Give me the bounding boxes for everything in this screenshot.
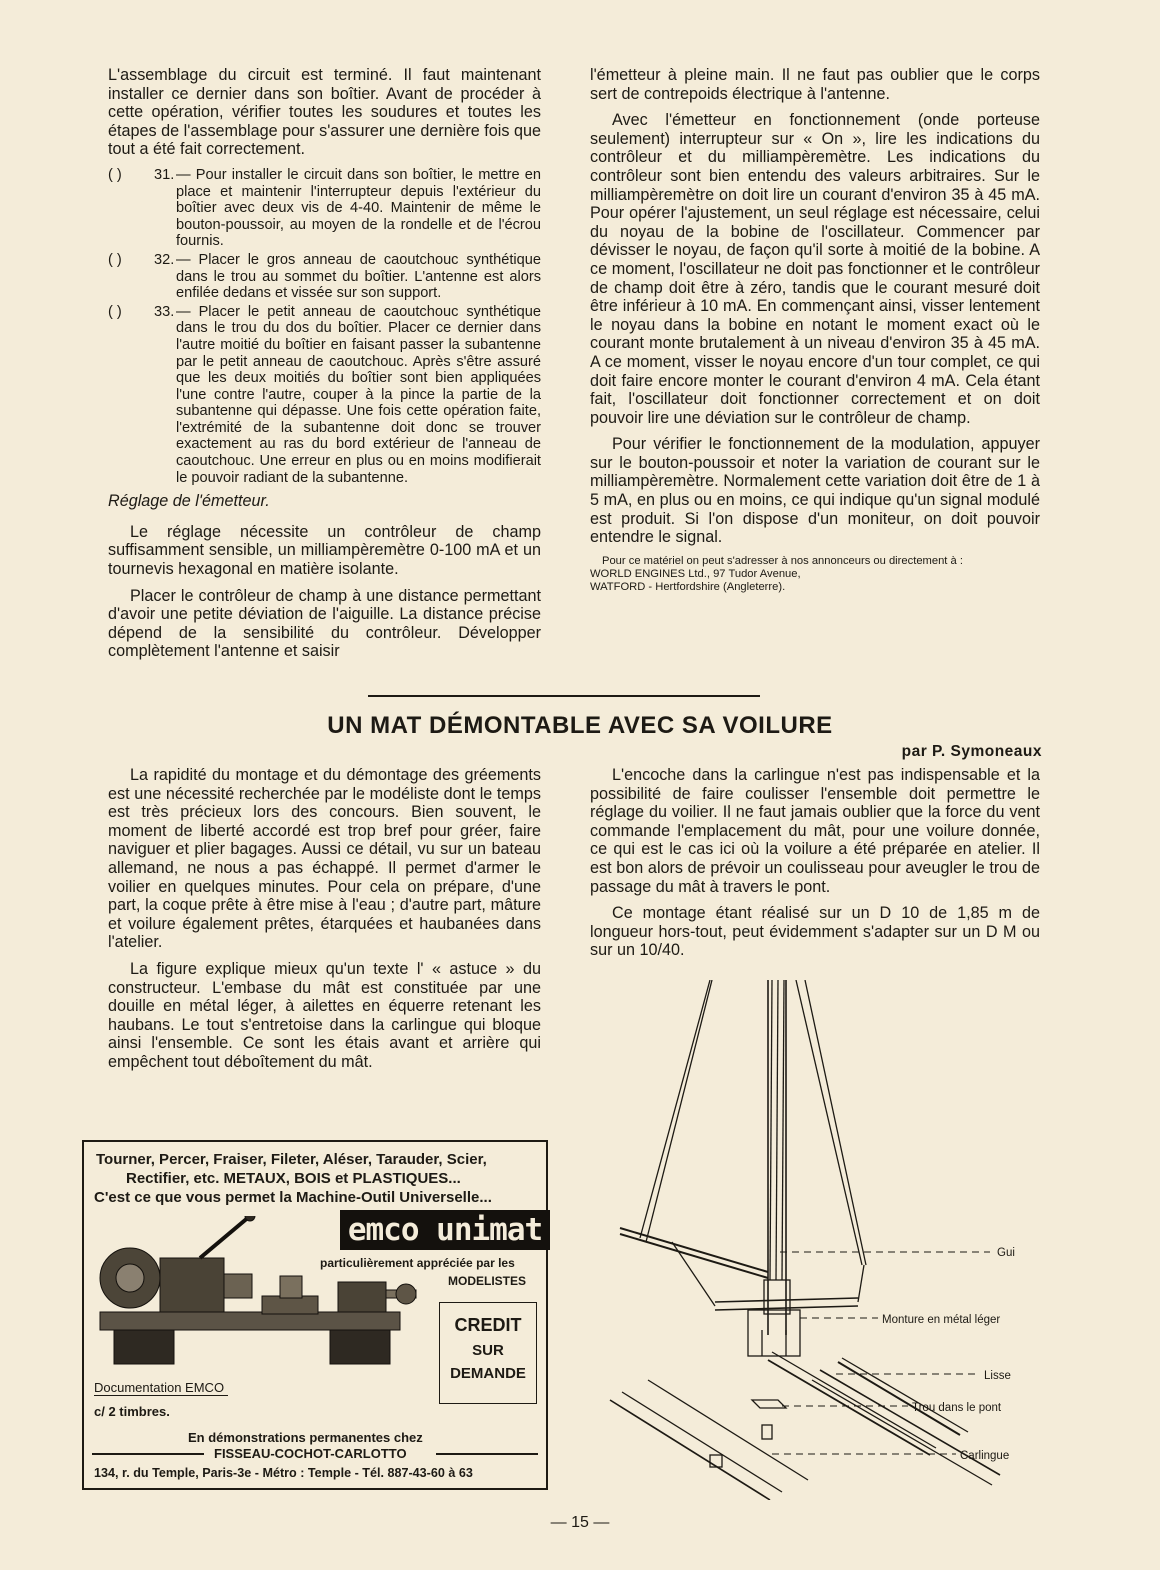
checkbox-step-31[interactable]: ( )	[108, 166, 122, 183]
ad-line-3: C'est ce que vous permet la Machine-Outil Universelle...	[94, 1189, 492, 1206]
paragraph-continuation: l'émetteur à pleine main. Il ne faut pas oublier que le corps sert de contrepoids électrique à l'antenne.	[590, 66, 1040, 103]
advertisement	[82, 1140, 548, 1490]
ad-timbres: c/ 2 timbres.	[94, 1404, 170, 1419]
paragraph-reglage-2: Placer le contrôleur de champ à une distance permettant d'avoir une petite déviation de l'aiguille. La distance précise dépend de la sensibilité du contrôleur. Développer complètement l'antenne et saisir	[108, 586, 541, 661]
step-number: 32.	[154, 251, 175, 268]
brand-logo: emco unimat	[340, 1210, 550, 1250]
ad-address: 134, r. du Temple, Paris-3e - Métro : Temple - Tél. 887-43-60 à 63	[94, 1466, 473, 1480]
forestay-line	[640, 980, 710, 1238]
credit-demande: DEMANDE	[450, 1365, 526, 1382]
step-number: 33.	[154, 303, 175, 320]
paragraph-assembly: L'assemblage du circuit est terminé. Il faut maintenant installer ce dernier dans son boîtier. Avant de procéder à cette opération, vérifier toutes les soudures et toutes les étapes de l'assemblage pour s'assurer une dernière fois que tout a été fait correctement.	[108, 66, 541, 159]
step-text: — Pour installer le circuit dans son boîtier, le mettre en place et maintenir l'interrupteur depuis l'extérieur du boîtier avec deux vis de 4-40. Maintenir de même le bouton-poussoir, au moyen de la rondelle et de l'écrou fournis.	[176, 166, 541, 250]
ad-tagline-2: MODELISTES	[448, 1274, 527, 1288]
ad-documentation: Documentation EMCO	[94, 1380, 228, 1396]
paragraph-mat-intro: La rapidité du montage et du démontage des gréements est une nécessité recherchée par le modéliste dont le temps est très précieux lors des concours. Bien souvent, le moment de liberté accordé est trop bref pour gréer, faire naviguer et plier bagages. Aussi ce détail, vu sur un bateau allemand, ne nous a pas échappé. Il permet d'armer le voilier en quelques minutes. Pour cela on prépare, d'une part, la coque prête à être mise à l'eau ; d'autre part, mâture et voilure également prêtes, étarquées et haubanées dans l'atelier.	[108, 766, 541, 952]
ad-tagline-1: particulièrement appréciée par les	[320, 1256, 515, 1270]
column-3	[108, 766, 541, 1080]
step-32	[108, 252, 541, 302]
checkbox-step-32[interactable]: ( )	[108, 251, 122, 268]
label-gui: Gui	[997, 1247, 1015, 1259]
step-text: — Placer le gros anneau de caoutchouc synthétique dans le trou au sommet du boîtier. L'antenne est alors enfilée dedans et vissée sur son support.	[176, 251, 541, 302]
paragraph-modulation: Pour vérifier le fonctionnement de la modulation, appuyer sur le bouton-poussoir et noter la variation de courant sur le milliampèremètre. Normalement cette variation doit être de 1 à 5 mA, en plus ou en moins, ce qui indique qu'un signal modulé est produit. Si l'on dispose d'un moniteur, on doit pouvoir entendre le signal.	[590, 435, 1040, 547]
section-divider	[368, 695, 760, 697]
checkbox-step-33[interactable]: ( )	[108, 303, 122, 320]
label-carlingue: Carlingue	[960, 1450, 1010, 1462]
ad-demo: En démonstrations permanentes chez	[188, 1430, 423, 1445]
supplier-note: Pour ce matériel on peut s'adresser à nos annonceurs ou directement à :	[602, 554, 963, 567]
boom-line	[620, 1228, 768, 1272]
ad-rule-left	[92, 1453, 204, 1455]
supplier-address-line-1: WORLD ENGINES Ltd., 97 Tudor Avenue,	[590, 567, 801, 580]
step-31	[108, 167, 541, 250]
credit-badge	[439, 1302, 537, 1404]
credit-word: CREDIT	[454, 1315, 522, 1335]
supplier-address-line-2: WATFORD - Hertfordshire (Angleterre).	[590, 580, 786, 593]
step-text: — Placer le petit anneau de caoutchouc synthétique dans le trou du dos du boîtier. Placer ce dernier dans l'autre moitié du boîtier en faisant passer la subantenne par le petit anneau de caoutchouc. Après s'être assuré que les deux moitiés du boîtier sont bien appliquées l'une contre l'autre, couper à la pince la partie de la subantenne qui dépasse. Une fois cette opération faite, l'extrémité de la subantenne doit donc se trouver exactement au ras du bord extérieur de l'anneau de caoutchouc. Une erreur en plus ou en moins modifierait le pouvoir radiant de la subantenne.	[176, 303, 541, 486]
paragraph-reglage-1: Le réglage nécessite un contrôleur de champ suffisamment sensible, un milliampèremètre 0-100 mA et un tournevis hexagonal en matière isolante.	[108, 522, 541, 579]
paragraph-encoche: L'encoche dans la carlingue n'est pas indispensable et la possibilité de faire coulisser l'ensemble doit permettre le réglage du voilier. Il ne faut jamais oublier que la force du vent commande l'emplacement du mât, pour une voilure donnée, ce qui est le cas ici où la voilure a été préparée en atelier. Il est bon alors de prévoir un coulisseau pour aveugler le trou de passage du mât à travers le pont.	[590, 766, 1040, 896]
step-number: 31.	[154, 166, 175, 183]
credit-sur: SUR	[472, 1342, 504, 1359]
column-2	[590, 66, 1040, 594]
section-heading-reglage: Réglage de l'émetteur.	[108, 492, 270, 511]
step-33	[108, 304, 541, 487]
backstay-line	[796, 980, 862, 1265]
label-monture: Monture en métal léger	[882, 1314, 1001, 1326]
label-trou: Trou dans le pont	[912, 1402, 1002, 1414]
lathe-illustration	[90, 1216, 430, 1386]
label-lisse: Lisse	[984, 1370, 1011, 1382]
mast-diagram	[600, 980, 1040, 1500]
paragraph-adjustment: Avec l'émetteur en fonctionnement (onde porteuse seulement) interrupteur sur « On », lire les indications du contrôleur et du milliampèremètre. Les indications du contrôleur sont bien entendu des valeurs arbitraires. Sur le milliampèremètre on doit lire un courant d'environ 35 à 45 mA. Pour opérer l'ajustement, un seul réglage est nécessaire, celui du noyau de la bobine de l'oscillateur. Commencer par dévisser le noyau, de façon qu'il sorte à moitié de la bobine. A ce moment, l'oscillateur ne doit pas fonctionner et le contrôleur de champ doit être à zéro, tandis que le courant mesuré doit être inférieur à 10 mA. En commençant ainsi, visser lentement le noyau dans la bobine en notant le moment exact où le courant monte brutalement à un niveau d'environ 35 à 45 mA. A ce moment, visser le noyau encore d'un tour complet, ce qui doit faire encore monter le courant d'environ 4 mA. Cela étant fait, l'oscillateur doit fonctionner correctement et on doit pouvoir lire une déviation sur le contrôleur de champ.	[590, 111, 1040, 427]
paragraph-montage: Ce montage étant réalisé sur un D 10 de 1,85 m de longueur hors-tout, peut évidemment s'adapter sur un D M ou sur un 10/40.	[590, 904, 1040, 960]
article-byline: par P. Symoneaux	[901, 743, 1042, 760]
ad-line-2: Rectifier, etc. METAUX, BOIS et PLASTIQUES...	[126, 1170, 461, 1187]
article-title: UN MAT DÉMONTABLE AVEC SA VOILURE	[327, 712, 833, 739]
ad-line-1: Tourner, Percer, Fraiser, Fileter, Aléser, Tarauder, Scier,	[96, 1151, 487, 1168]
paragraph-mat-figure: La figure explique mieux qu'un texte l' « astuce » du constructeur. L'embase du mât est constituée par une douille en métal léger, à ailettes en équerre retenant les haubans. Le tout s'entretoise dans la carlingue qui bloque ainsi l'ensemble. Ce sont les étais avant et arrière qui empêchent tout déboîtement du mât.	[108, 959, 541, 1071]
column-1	[108, 66, 541, 669]
column-4	[590, 766, 1040, 968]
ad-rule-right	[436, 1453, 538, 1455]
ad-dealer: FISSEAU-COCHOT-CARLOTTO	[214, 1446, 407, 1461]
page-number: — 15 —	[550, 1514, 610, 1531]
